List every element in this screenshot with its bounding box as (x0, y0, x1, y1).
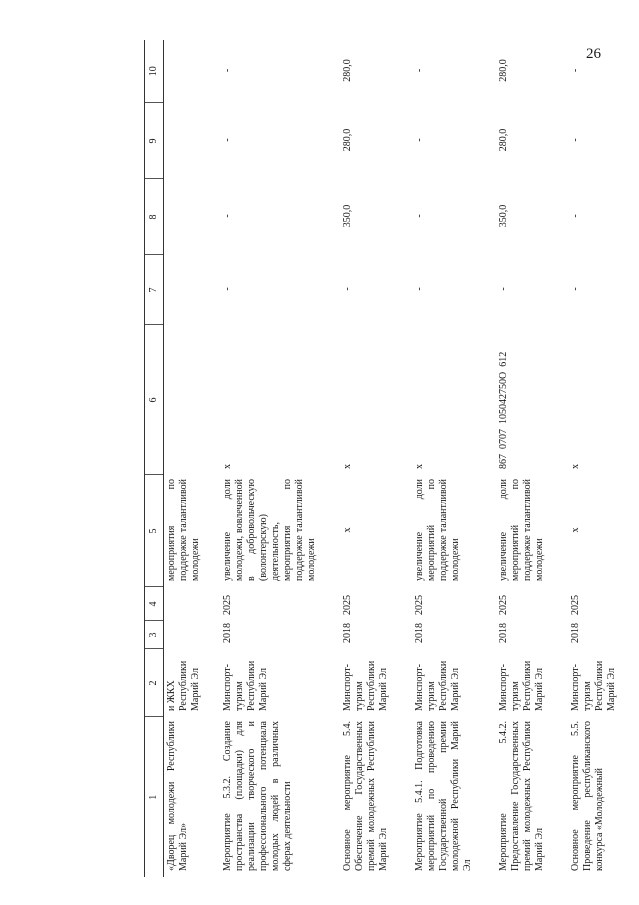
cell-start: 2018 (497, 623, 509, 643)
cell-executor: Минспорт-туризм Республики Марий Эл (569, 660, 617, 711)
table-row (220, 40, 340, 877)
table-row (568, 40, 622, 877)
cell-y2019 (164, 179, 220, 255)
code-grbs: х (569, 464, 581, 469)
cell-executor: Минспорт-туризм Республики Марий Эл (341, 660, 389, 711)
cell-y2021: - (413, 68, 425, 73)
col-header-2: 2 (145, 649, 164, 717)
col-header-7: 7 (145, 255, 164, 325)
budget-table (144, 40, 622, 877)
cell-y2019: 350,0 (341, 204, 353, 228)
cell-y2018: - (497, 287, 509, 291)
code-section: 0707 (497, 429, 509, 449)
table-row (496, 40, 568, 877)
cell-y2020: 280,0 (341, 128, 353, 152)
cell-event: Мероприятие 5.3.2. Создание пространства (площадки) для реализации творческого и профессионального потенциала молодых людей в различных сферах деятельности (221, 721, 293, 871)
cell-goal: увеличение доли мероприятий по поддержке талантливой молодежи (413, 479, 461, 581)
code-grbs: 867 (497, 454, 509, 469)
cell-code (568, 325, 622, 475)
table-row (164, 40, 220, 877)
cell-y2021: 280,0 (497, 59, 509, 82)
cell-y2019: - (569, 214, 581, 218)
cell-executor: Минспорт-туризм Республики Марий Эл (413, 660, 461, 711)
cell-event: Основное мероприятие 5.5. Проведение республиканского конкурса «Молодежный (569, 721, 605, 871)
cell-goal: мероприятия по поддержке талантливой молодежи (166, 479, 201, 581)
cell-start: 2018 (341, 623, 353, 643)
cell-code (340, 325, 412, 475)
cell-start: 2018 (413, 623, 425, 643)
cell-event: Мероприятие 5.4.2. Предоставление Государственных премий молодежных Республики Марий Эл (497, 721, 545, 871)
cell-y2021: - (221, 68, 233, 73)
cell-start: 2018 (569, 623, 581, 643)
cell-end: 2025 (497, 595, 509, 615)
code-grbs: х (413, 464, 425, 469)
cell-y2019: 350,0 (497, 204, 509, 228)
col-header-6: 6 (145, 325, 164, 475)
code-expense-type: 612 (497, 351, 509, 367)
cell-executor: и ЖКХ Республики Марий Эл (166, 660, 201, 711)
cell-event: «Дворец молодежи Республики Марий Эл» (166, 721, 189, 871)
cell-y2020: - (569, 138, 581, 142)
table-row (412, 40, 496, 877)
cell-executor: Минспорт-туризм Республики Марий Эл (221, 660, 269, 711)
cell-y2018: - (221, 287, 233, 291)
cell-y2019: - (221, 214, 233, 218)
code-grbs: х (341, 464, 353, 469)
cell-y2018: - (569, 287, 581, 291)
col-header-3: 3 (145, 621, 164, 649)
cell-y2020 (164, 103, 220, 179)
page-number: 26 (586, 46, 601, 62)
cell-start (164, 621, 220, 649)
cell-y2021: - (569, 68, 581, 73)
cell-start: 2018 (221, 623, 233, 643)
cell-goal: х (341, 527, 353, 533)
cell-code (412, 325, 496, 475)
cell-y2018: - (341, 287, 353, 291)
cell-y2019: - (413, 214, 425, 218)
cell-code (496, 325, 568, 475)
col-header-9: 9 (145, 103, 164, 179)
header-row (145, 40, 164, 877)
cell-event: Основное мероприятие 5.4. Обеспечение Государственных премий молодежных Республики Марий Эл (341, 721, 389, 871)
cell-goal: х (569, 527, 581, 533)
cell-y2021: 280,0 (341, 59, 353, 82)
cell-executor: Минспорт-туризм Республики Марий Эл (497, 660, 545, 711)
col-header-4: 4 (145, 587, 164, 621)
cell-end: 2025 (569, 595, 581, 615)
code-grbs: х (221, 464, 233, 469)
cell-goal: увеличение доли мероприятий по поддержке талантливой молодежи (497, 479, 545, 581)
col-header-8: 8 (145, 179, 164, 255)
cell-y2020: - (413, 138, 425, 142)
cell-y2021 (164, 40, 220, 103)
table-row (340, 40, 412, 877)
cell-y2018: - (413, 287, 425, 291)
cell-y2020: - (221, 138, 233, 142)
col-header-1: 1 (145, 717, 164, 877)
cell-code (164, 325, 220, 475)
cell-y2018 (164, 255, 220, 325)
cell-end (164, 587, 220, 621)
cell-end: 2025 (413, 595, 425, 615)
cell-code (220, 325, 340, 475)
cell-y2020: 280,0 (497, 128, 509, 152)
cell-goal: увеличение доли молодежи, вовлеченной в добровольческую (волонтерскую) деятельность, мероприятия по поддержке талантливой молодежи (221, 479, 317, 581)
col-header-5: 5 (145, 475, 164, 587)
col-header-10: 10 (145, 40, 164, 103)
cell-end: 2025 (221, 595, 233, 615)
cell-end: 2025 (341, 595, 353, 615)
cell-event: Мероприятие 5.4.1. Подготовка мероприятий по проведению Государственной премии молодежной Республики Марий Эл (413, 721, 473, 871)
code-target: 105042750О (497, 371, 509, 424)
